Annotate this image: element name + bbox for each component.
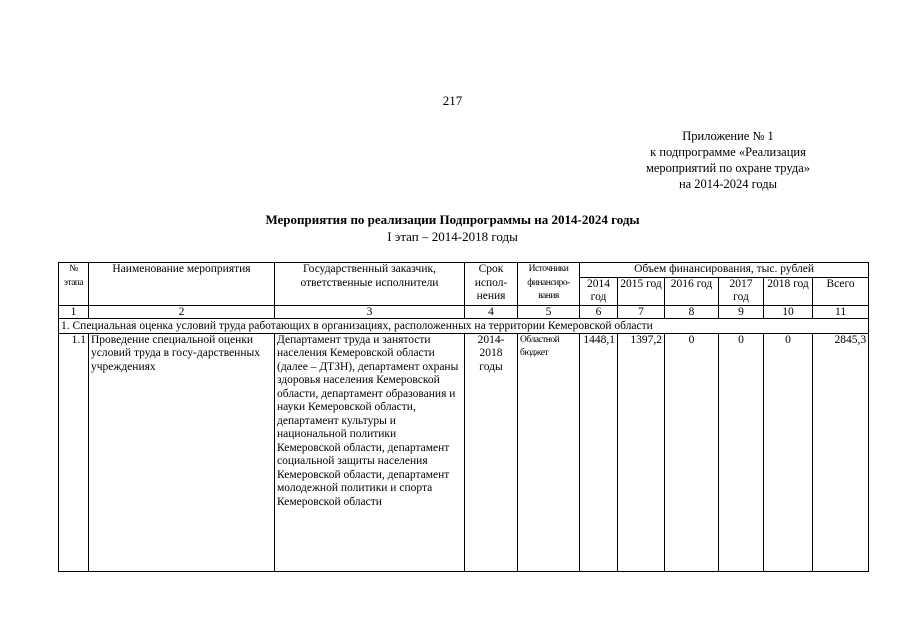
row-value-2018: 0 xyxy=(764,333,813,571)
appendix-line-1: Приложение № 1 xyxy=(682,129,774,143)
header-row-1 xyxy=(59,263,869,278)
document-title: Мероприятия по реализации Подпрограммы на 2014-2024 годы xyxy=(265,212,640,227)
header-year-2017: 2017 год xyxy=(719,277,764,305)
header-year-2015: 2015 год xyxy=(618,277,665,305)
appendix-line-3: мероприятий по охране труда» xyxy=(645,161,811,175)
section-row xyxy=(59,318,869,333)
header-stage-no: № этапа xyxy=(59,263,89,306)
header-customer: Государственный заказчик, ответственные исполнители xyxy=(275,263,465,306)
header-funding: Объем финансирования, тыс. рублей xyxy=(580,263,869,278)
appendix-note xyxy=(608,128,848,192)
appendix-line-4: на 2014-2024 годы xyxy=(678,177,778,191)
events-table xyxy=(58,262,869,572)
column-number: 9 xyxy=(719,305,764,318)
appendix-line-2: к подпрограмме «Реализация xyxy=(650,145,806,159)
header-sources: Источники финансиро-вания xyxy=(518,263,580,306)
table-row xyxy=(59,333,869,571)
header-total: Всего xyxy=(813,277,869,305)
column-number: 11 xyxy=(813,305,869,318)
column-number: 6 xyxy=(580,305,618,318)
page-number: 217 xyxy=(442,93,463,108)
row-value-2017: 0 xyxy=(719,333,764,571)
header-year-2018: 2018 год xyxy=(764,277,813,305)
row-value-2016: 0 xyxy=(665,333,719,571)
row-event-name: Проведение специальной оценки условий труда в госу-дарственных учреждениях xyxy=(89,333,275,571)
row-value-2014: 1448,1 xyxy=(580,333,618,571)
column-number: 2 xyxy=(89,305,275,318)
row-value-2015: 1397,2 xyxy=(618,333,665,571)
document-subtitle: I этап – 2014-2018 годы xyxy=(387,229,518,244)
header-year-2014: 2014 год xyxy=(580,277,618,305)
column-number: 8 xyxy=(665,305,719,318)
column-number: 7 xyxy=(618,305,665,318)
column-number: 5 xyxy=(518,305,580,318)
row-term: 2014-2018 годы xyxy=(465,333,518,571)
header-term: Срок испол-нения xyxy=(465,263,518,306)
row-value-total: 2845,3 xyxy=(813,333,869,571)
row-number: 1.1 xyxy=(59,333,89,571)
row-customer: Департамент труда и занятости населения Кемеровской области (далее – ДТЗН), департамент охраны здоровья населения Кемеровской области, департамент образования и науки Кемеровской области, департамент культуры и национальной политики Кемеровской области, департамент социальной защиты населения Кемеровской области, департамент молодежной политики и спорта Кемеровской области xyxy=(275,333,465,571)
section-title: 1. Специальная оценка условий труда работающих в организациях, расположенных на территории Кемеровской области xyxy=(59,318,869,333)
header-year-2016: 2016 год xyxy=(665,277,719,305)
column-number: 10 xyxy=(764,305,813,318)
column-number: 4 xyxy=(465,305,518,318)
row-source: Областной бюджет xyxy=(518,333,580,571)
column-number-row xyxy=(59,305,869,318)
column-number: 3 xyxy=(275,305,465,318)
header-event-name: Наименование мероприятия xyxy=(89,263,275,306)
column-number: 1 xyxy=(59,305,89,318)
